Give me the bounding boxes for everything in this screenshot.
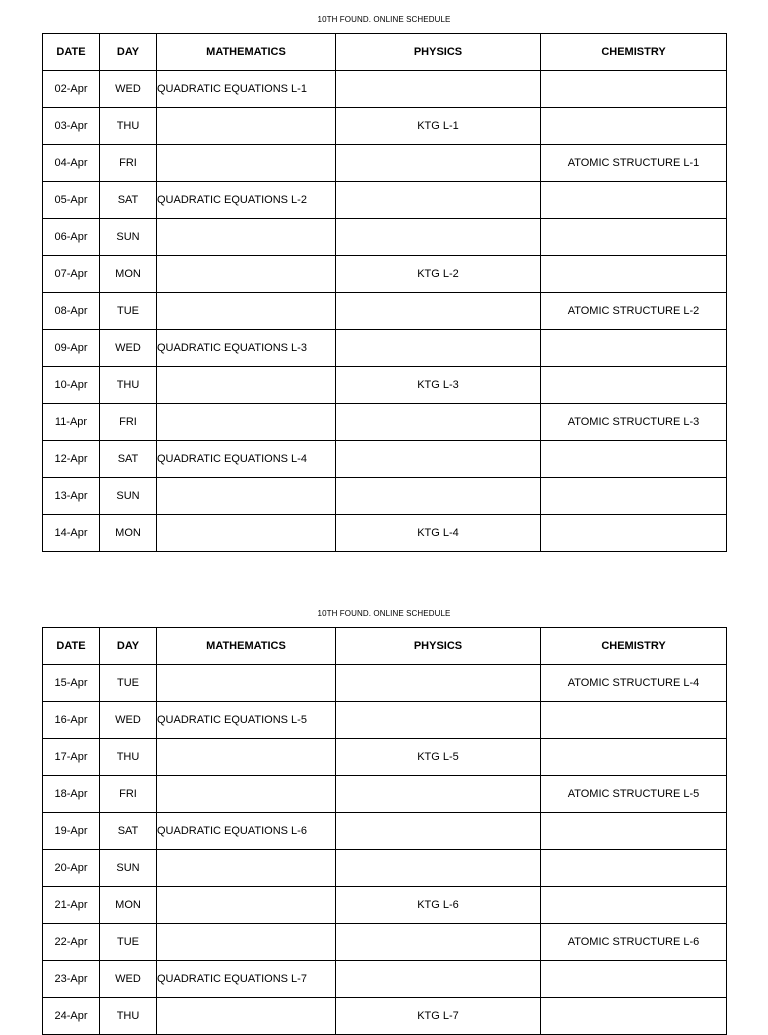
cell-mathematics	[157, 367, 336, 404]
cell-date: 02-Apr	[43, 71, 100, 108]
cell-day: WED	[100, 330, 157, 367]
header-chemistry: CHEMISTRY	[541, 628, 727, 665]
cell-physics	[336, 702, 541, 739]
cell-mathematics	[157, 404, 336, 441]
cell-chemistry	[541, 739, 727, 776]
cell-day: THU	[100, 367, 157, 404]
cell-chemistry: ATOMIC STRUCTURE L-3	[541, 404, 727, 441]
cell-physics	[336, 145, 541, 182]
cell-day: WED	[100, 71, 157, 108]
cell-chemistry	[541, 515, 727, 552]
cell-chemistry	[541, 998, 727, 1035]
cell-mathematics	[157, 887, 336, 924]
cell-day: THU	[100, 108, 157, 145]
cell-mathematics: QUADRATIC EQUATIONS L-6	[157, 813, 336, 850]
table-row	[43, 404, 727, 441]
cell-date: 24-Apr	[43, 998, 100, 1035]
header-date: DATE	[43, 34, 100, 71]
schedule-table	[42, 627, 727, 1035]
table-row	[43, 330, 727, 367]
cell-day: TUE	[100, 665, 157, 702]
cell-chemistry	[541, 850, 727, 887]
cell-chemistry	[541, 478, 727, 515]
cell-date: 20-Apr	[43, 850, 100, 887]
cell-date: 22-Apr	[43, 924, 100, 961]
cell-day: SUN	[100, 219, 157, 256]
cell-chemistry	[541, 219, 727, 256]
cell-date: 16-Apr	[43, 702, 100, 739]
table-row	[43, 924, 727, 961]
cell-physics	[336, 776, 541, 813]
cell-day: SUN	[100, 478, 157, 515]
table-row	[43, 108, 727, 145]
cell-physics: KTG L-4	[336, 515, 541, 552]
cell-date: 05-Apr	[43, 182, 100, 219]
cell-day: TUE	[100, 293, 157, 330]
cell-mathematics	[157, 665, 336, 702]
table-row	[43, 182, 727, 219]
cell-physics	[336, 330, 541, 367]
cell-day: FRI	[100, 145, 157, 182]
cell-day: MON	[100, 515, 157, 552]
cell-mathematics	[157, 108, 336, 145]
cell-mathematics	[157, 219, 336, 256]
cell-date: 09-Apr	[43, 330, 100, 367]
cell-mathematics	[157, 924, 336, 961]
cell-physics	[336, 71, 541, 108]
cell-chemistry	[541, 256, 727, 293]
header-row	[43, 34, 727, 71]
cell-physics	[336, 850, 541, 887]
cell-date: 03-Apr	[43, 108, 100, 145]
cell-physics	[336, 293, 541, 330]
cell-mathematics	[157, 478, 336, 515]
table-row	[43, 813, 727, 850]
header-physics: PHYSICS	[336, 628, 541, 665]
cell-chemistry	[541, 330, 727, 367]
cell-physics	[336, 441, 541, 478]
table-row	[43, 850, 727, 887]
cell-day: SUN	[100, 850, 157, 887]
schedule-table	[42, 33, 727, 552]
cell-day: WED	[100, 702, 157, 739]
cell-physics	[336, 404, 541, 441]
schedule-title: 10TH FOUND. ONLINE SCHEDULE	[317, 15, 451, 24]
cell-physics: KTG L-7	[336, 998, 541, 1035]
cell-date: 19-Apr	[43, 813, 100, 850]
cell-date: 10-Apr	[43, 367, 100, 404]
cell-chemistry: ATOMIC STRUCTURE L-4	[541, 665, 727, 702]
cell-date: 11-Apr	[43, 404, 100, 441]
cell-mathematics	[157, 256, 336, 293]
header-day: DAY	[100, 34, 157, 71]
cell-day: SAT	[100, 813, 157, 850]
table-row	[43, 256, 727, 293]
table-row	[43, 665, 727, 702]
cell-day: FRI	[100, 776, 157, 813]
cell-date: 08-Apr	[43, 293, 100, 330]
table-row	[43, 441, 727, 478]
cell-date: 06-Apr	[43, 219, 100, 256]
cell-date: 17-Apr	[43, 739, 100, 776]
table-row	[43, 145, 727, 182]
cell-date: 18-Apr	[43, 776, 100, 813]
cell-chemistry	[541, 961, 727, 998]
header-mathematics: MATHEMATICS	[157, 34, 336, 71]
table-row	[43, 998, 727, 1035]
header-date: DATE	[43, 628, 100, 665]
cell-chemistry: ATOMIC STRUCTURE L-2	[541, 293, 727, 330]
cell-chemistry	[541, 108, 727, 145]
cell-day: WED	[100, 961, 157, 998]
cell-chemistry	[541, 182, 727, 219]
cell-mathematics: QUADRATIC EQUATIONS L-3	[157, 330, 336, 367]
cell-mathematics	[157, 998, 336, 1035]
cell-date: 07-Apr	[43, 256, 100, 293]
table-row	[43, 293, 727, 330]
cell-physics: KTG L-3	[336, 367, 541, 404]
cell-day: MON	[100, 256, 157, 293]
cell-chemistry	[541, 367, 727, 404]
cell-mathematics: QUADRATIC EQUATIONS L-4	[157, 441, 336, 478]
cell-date: 14-Apr	[43, 515, 100, 552]
cell-date: 21-Apr	[43, 887, 100, 924]
cell-physics: KTG L-5	[336, 739, 541, 776]
cell-date: 15-Apr	[43, 665, 100, 702]
cell-mathematics	[157, 515, 336, 552]
cell-chemistry: ATOMIC STRUCTURE L-1	[541, 145, 727, 182]
cell-chemistry: ATOMIC STRUCTURE L-5	[541, 776, 727, 813]
cell-date: 13-Apr	[43, 478, 100, 515]
cell-day: TUE	[100, 924, 157, 961]
table-row	[43, 887, 727, 924]
cell-chemistry	[541, 441, 727, 478]
header-chemistry: CHEMISTRY	[541, 34, 727, 71]
cell-physics: KTG L-2	[336, 256, 541, 293]
cell-mathematics	[157, 739, 336, 776]
cell-day: FRI	[100, 404, 157, 441]
header-day: DAY	[100, 628, 157, 665]
cell-date: 04-Apr	[43, 145, 100, 182]
cell-date: 23-Apr	[43, 961, 100, 998]
header-physics: PHYSICS	[336, 34, 541, 71]
cell-chemistry: ATOMIC STRUCTURE L-6	[541, 924, 727, 961]
cell-physics	[336, 219, 541, 256]
cell-physics	[336, 182, 541, 219]
cell-mathematics	[157, 776, 336, 813]
header-row	[43, 628, 727, 665]
table-row	[43, 71, 727, 108]
cell-mathematics	[157, 850, 336, 887]
table-row	[43, 776, 727, 813]
cell-day: THU	[100, 739, 157, 776]
cell-chemistry	[541, 813, 727, 850]
table-row	[43, 702, 727, 739]
cell-physics: KTG L-6	[336, 887, 541, 924]
cell-physics	[336, 924, 541, 961]
cell-chemistry	[541, 71, 727, 108]
table-row	[43, 961, 727, 998]
schedule-title: 10TH FOUND. ONLINE SCHEDULE	[317, 609, 451, 618]
cell-day: THU	[100, 998, 157, 1035]
cell-chemistry	[541, 702, 727, 739]
table-row	[43, 515, 727, 552]
cell-mathematics: QUADRATIC EQUATIONS L-2	[157, 182, 336, 219]
table-row	[43, 739, 727, 776]
cell-day: SAT	[100, 182, 157, 219]
cell-mathematics: QUADRATIC EQUATIONS L-7	[157, 961, 336, 998]
table-row	[43, 367, 727, 404]
cell-chemistry	[541, 887, 727, 924]
cell-physics	[336, 665, 541, 702]
cell-physics	[336, 813, 541, 850]
cell-mathematics: QUADRATIC EQUATIONS L-1	[157, 71, 336, 108]
cell-date: 12-Apr	[43, 441, 100, 478]
header-mathematics: MATHEMATICS	[157, 628, 336, 665]
cell-day: SAT	[100, 441, 157, 478]
table-row	[43, 478, 727, 515]
table-row	[43, 219, 727, 256]
cell-day: MON	[100, 887, 157, 924]
cell-physics: KTG L-1	[336, 108, 541, 145]
cell-mathematics	[157, 293, 336, 330]
cell-mathematics	[157, 145, 336, 182]
cell-physics	[336, 961, 541, 998]
cell-mathematics: QUADRATIC EQUATIONS L-5	[157, 702, 336, 739]
cell-physics	[336, 478, 541, 515]
